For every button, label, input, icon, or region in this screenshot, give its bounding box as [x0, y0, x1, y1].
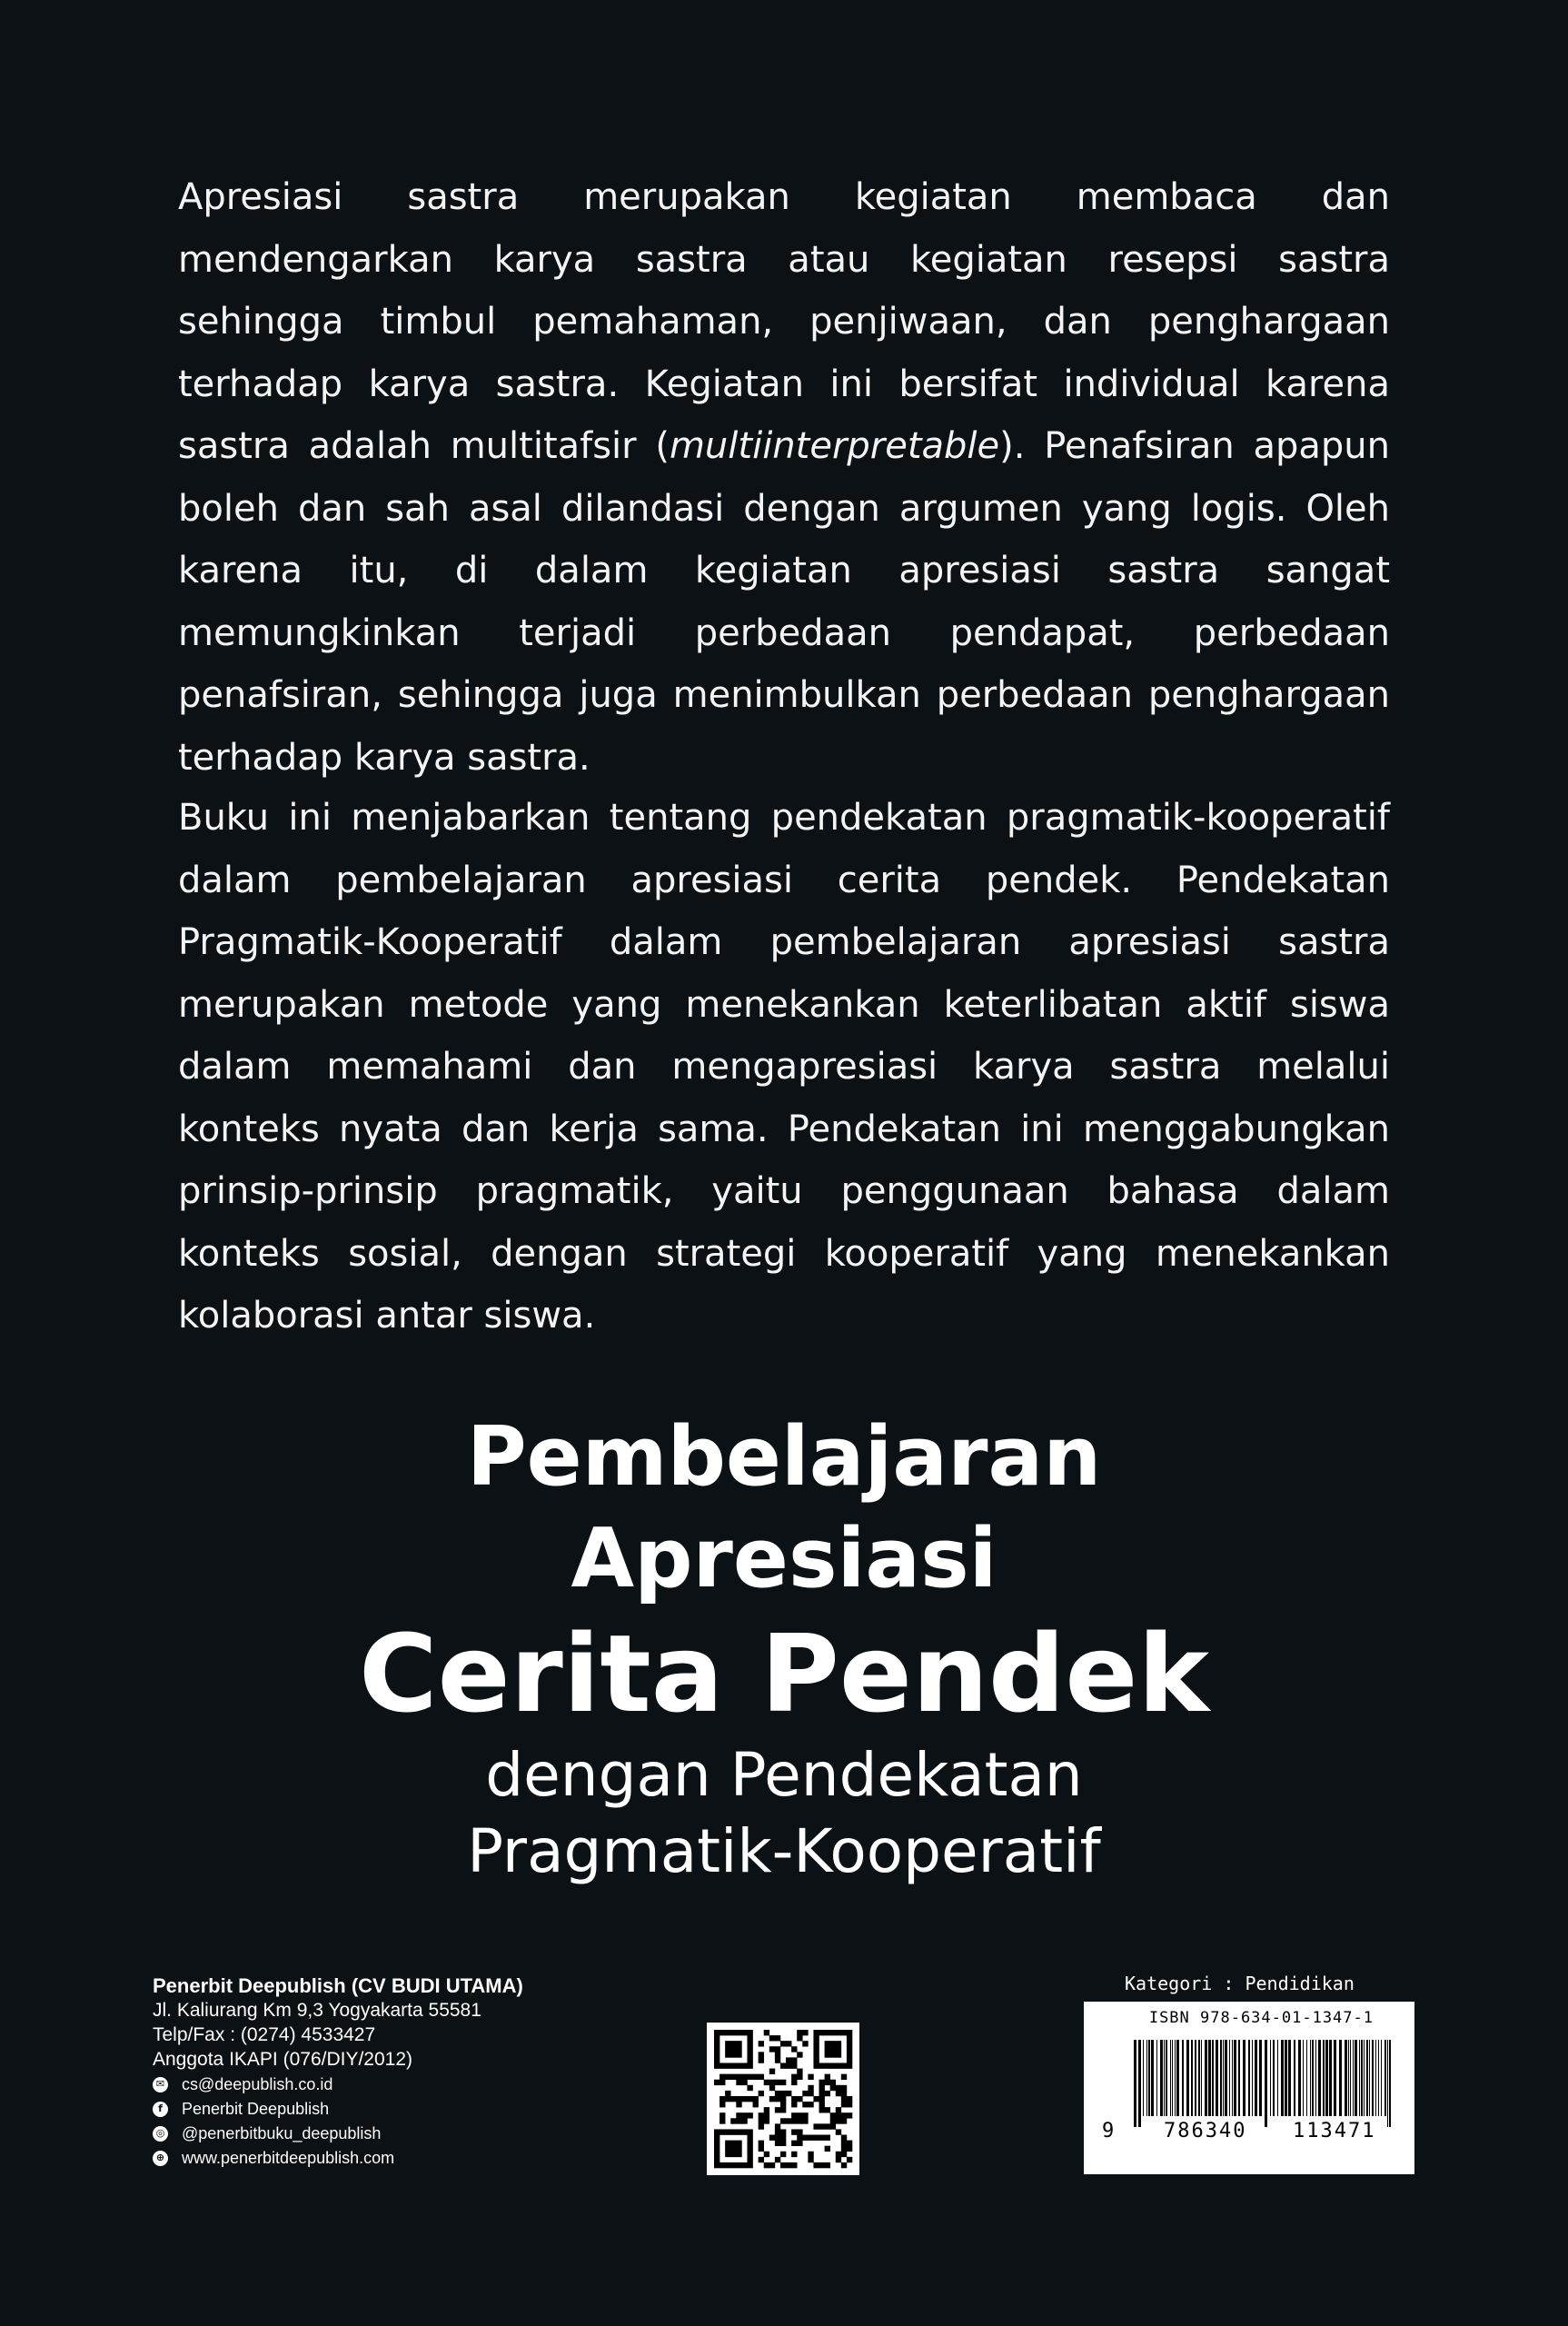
isbn-number: ISBN 978-634-01-1347-1	[1148, 2009, 1374, 2027]
qr-code	[707, 2023, 859, 2175]
barcode-area	[1084, 2002, 1414, 2174]
barcode-image	[1134, 2040, 1397, 2131]
facebook-icon: f	[153, 2102, 168, 2117]
subtitle-line-2: Pragmatik-Kooperatif	[467, 1816, 1101, 1886]
instagram-icon: ◎	[153, 2126, 168, 2142]
publisher-name: Penerbit Deepublish (CV BUDI UTAMA)	[153, 1974, 523, 1997]
barcode-first-digit: 9	[1102, 2120, 1115, 2142]
category-label: Kategori : Pendidikan	[1084, 1965, 1414, 2002]
globe-icon: ⊕	[153, 2151, 168, 2166]
publisher-member: Anggota IKAPI (076/DIY/2012)	[153, 2049, 413, 2070]
publisher-phone: Telp/Fax : (0274) 4533427	[153, 2024, 376, 2045]
barcode-left-digits: 786340	[1164, 2120, 1247, 2142]
qr-code-image	[707, 2023, 859, 2175]
blurb-paragraph-2: Buku ini menjabarkan tentang pendekatan pragmatik-kooperatif dalam pembelajaran apresiasi cerita pendek. Pendekatan Pragmatik-Kooperatif dalam pembelajaran apresiasi sastra merupakan metode yang menekankan keterlibatan aktif siswa dalam memahami dan mengapresiasi karya sastra melalui konteks nyata dan kerja sama. Pendekatan ini menggabungkan prinsip-prinsip pragmatik, yaitu penggunaan bahasa dalam konteks sosial, dengan strategi kooperatif yang menekankan kolaborasi antar siswa.	[178, 797, 1390, 1337]
blurb-paragraph-1	[178, 166, 1390, 789]
isbn-block	[1084, 1965, 1414, 2174]
contact-instagram	[153, 2122, 523, 2145]
publisher-address: Jl. Kaliurang Km 9,3 Yogyakarta 55581	[153, 2000, 481, 2021]
contact-instagram-text: @penerbitbuku_deepublish	[182, 2124, 382, 2142]
contact-website	[153, 2146, 523, 2170]
publisher-info	[153, 1973, 523, 2170]
contact-facebook-text: Penerbit Deepublish	[182, 2100, 330, 2118]
contact-facebook	[153, 2097, 523, 2121]
contact-website-text: www.penerbitdeepublish.com	[182, 2149, 395, 2167]
email-icon: ✉	[153, 2077, 168, 2092]
contact-email-text: cs@deepublish.co.id	[182, 2075, 333, 2093]
blurb-p1-italic: multiinterpretable	[669, 425, 1000, 467]
blurb-p1-text-b: ). Penafsiran apapun boleh dan sah asal dilandasi dengan argumen yang logis. Oleh karena itu, di dalam kegiatan apresiasi sastra sangat memungkinkan terjadi perbedaan pendapat, perbedaan penafsiran, sehingga juga menimbulkan perbedaan penghargaan terhadap karya sastra.	[178, 425, 1390, 779]
title-line-2: Apresiasi	[571, 1511, 997, 1606]
title-line-1: Pembelajaran	[466, 1409, 1102, 1505]
contact-email	[153, 2073, 523, 2096]
subtitle-line-1: dengan Pendekatan	[485, 1740, 1083, 1810]
title-line-3: Cerita Pendek	[359, 1611, 1209, 1736]
barcode-right-digits: 113471	[1293, 2120, 1376, 2142]
blurb-p1-text-a: Apresiasi sastra merupakan kegiatan membaca dan mendengarkan karya sastra atau kegiatan resepsi sastra sehingga timbul pemahaman, penjiwaan, dan penghargaan terhadap karya sastra. Kegiatan ini bersifat individual karena sastra adalah multitafsir (	[178, 176, 1390, 467]
book-title	[0, 1407, 1568, 1890]
